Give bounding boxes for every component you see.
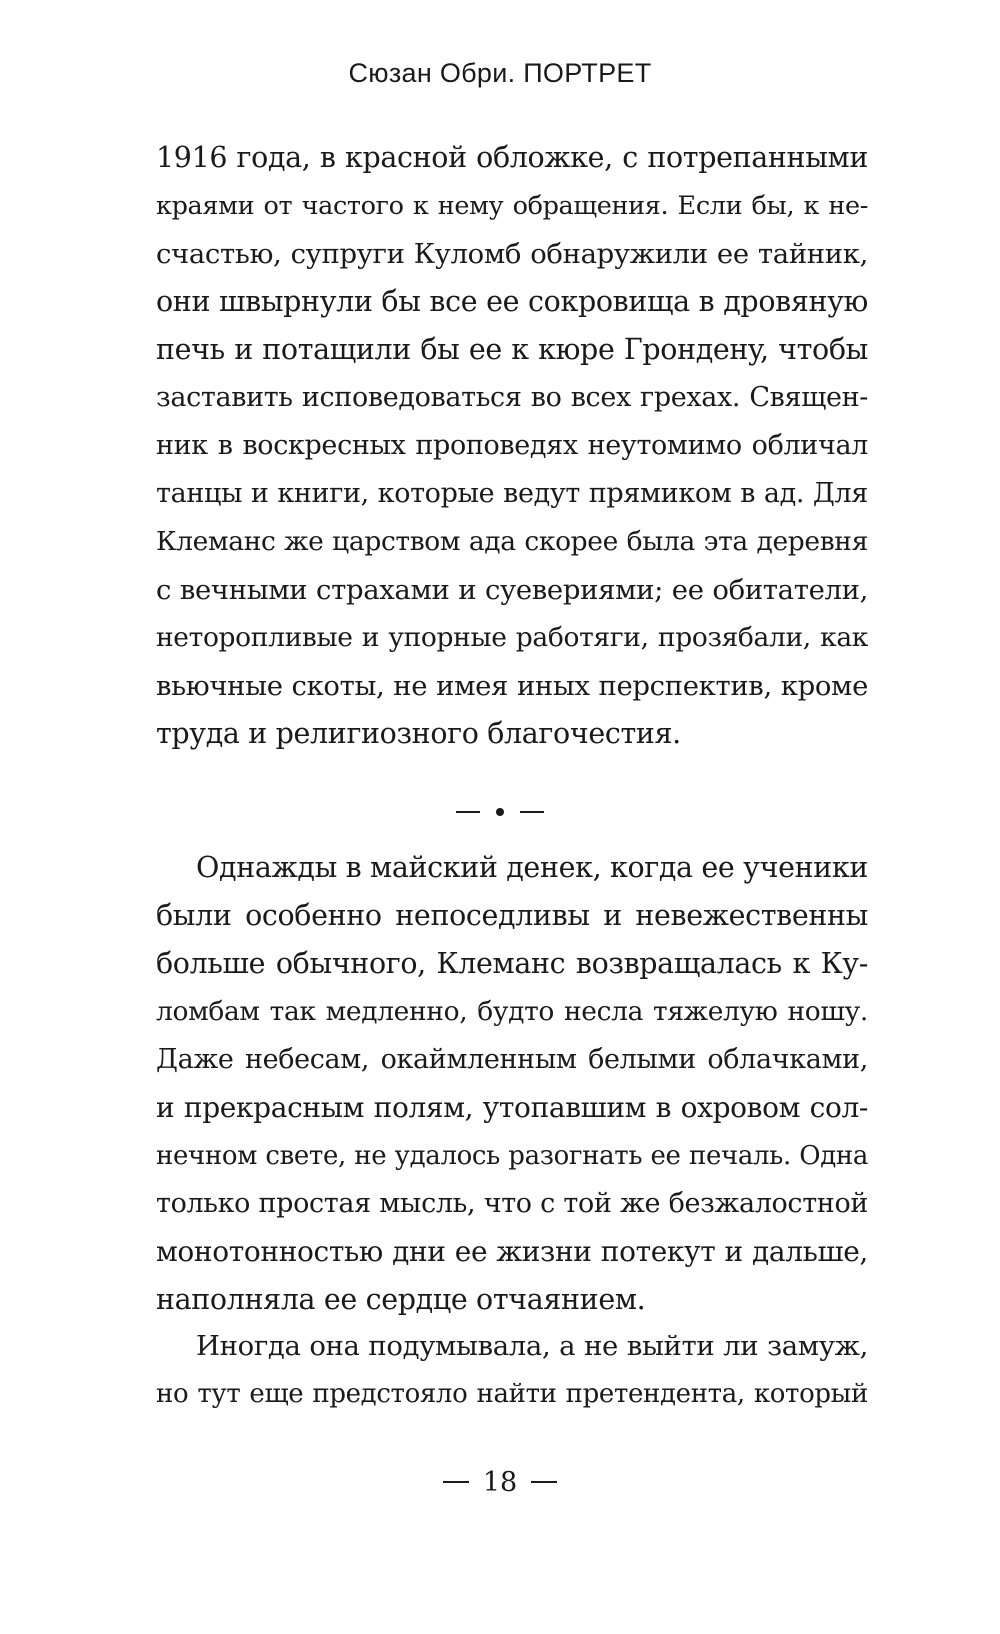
text-line: были особенно непоседливы и невежественны: [156, 899, 868, 932]
paragraph-2: [156, 844, 868, 1324]
ornament-dash: [520, 811, 544, 813]
text-line: Однажды в майский денек, когда ее ученики: [196, 851, 868, 884]
text-line: неторопливые и упорные работяги, прозябали, как: [156, 622, 868, 653]
text-line: Иногда она подумывала, а не выйти ли замуж,: [196, 1330, 868, 1362]
section-break-ornament: [0, 792, 1000, 832]
text-line: Даже небесам, окаймленным белыми облачками,: [156, 1044, 868, 1075]
text-line: ник в воскресных проповедях неутомимо обличал: [156, 430, 868, 461]
text-line: ломбам так медленно, будто несла тяжелую ношу.: [156, 996, 868, 1027]
page-number-footer: [0, 1462, 1000, 1502]
text-line: танцы и книги, которые ведут прямиком в ад. Для: [156, 478, 868, 509]
ornament-dash: [456, 811, 480, 813]
page-number: 18: [482, 1466, 518, 1498]
folio-dash: [443, 1481, 469, 1483]
text-line: только простая мысль, что с той же безжалостной: [156, 1188, 868, 1219]
text-line: труда и религиозного благочестия.: [156, 717, 681, 750]
text-line: краями от частого к нему обращения. Если бы, к не-: [156, 191, 868, 221]
folio-dash: [531, 1481, 557, 1483]
text-line: монотонностью дни ее жизни потекут и дальше,: [156, 1235, 868, 1268]
text-line: Клеманс же царством ада скорее была эта деревня: [156, 526, 868, 557]
paragraph-3: [156, 1322, 868, 1418]
text-line: заставить исповедоваться во всех грехах. Священ-: [156, 382, 868, 413]
text-line: счастью, супруги Куломб обнаружили ее тайник,: [156, 238, 868, 270]
text-line: и прекрасным полям, утопавшим в охровом сол-: [156, 1091, 868, 1124]
running-head: Сюзан Обри. ПОРТРЕТ: [348, 58, 652, 88]
text-line: они швырнули бы все ее сокровища в дровяную: [156, 285, 868, 318]
ornament-dot: [496, 808, 504, 816]
text-line: больше обычного, Клеманс возвращалась к Ку-: [156, 947, 868, 980]
text-line: но тут еще предстояло найти претендента, который: [156, 1379, 868, 1409]
text-line: с вечными страхами и суевериями; ее обитатели,: [156, 574, 868, 606]
text-line: вьючные скоты, не имея иных перспектив, кроме: [156, 670, 868, 702]
text-line: печь и потащили бы ее к кюре Гронденy, чтобы: [156, 333, 868, 366]
paragraph-1: [156, 134, 868, 758]
text-line: наполняла ее сердце отчаянием.: [156, 1283, 646, 1316]
text-line: нечном свете, не удалось разогнать ее печаль. Одна: [156, 1141, 868, 1171]
text-line: 1916 года, в красной обложке, с потрепанными: [156, 141, 868, 174]
